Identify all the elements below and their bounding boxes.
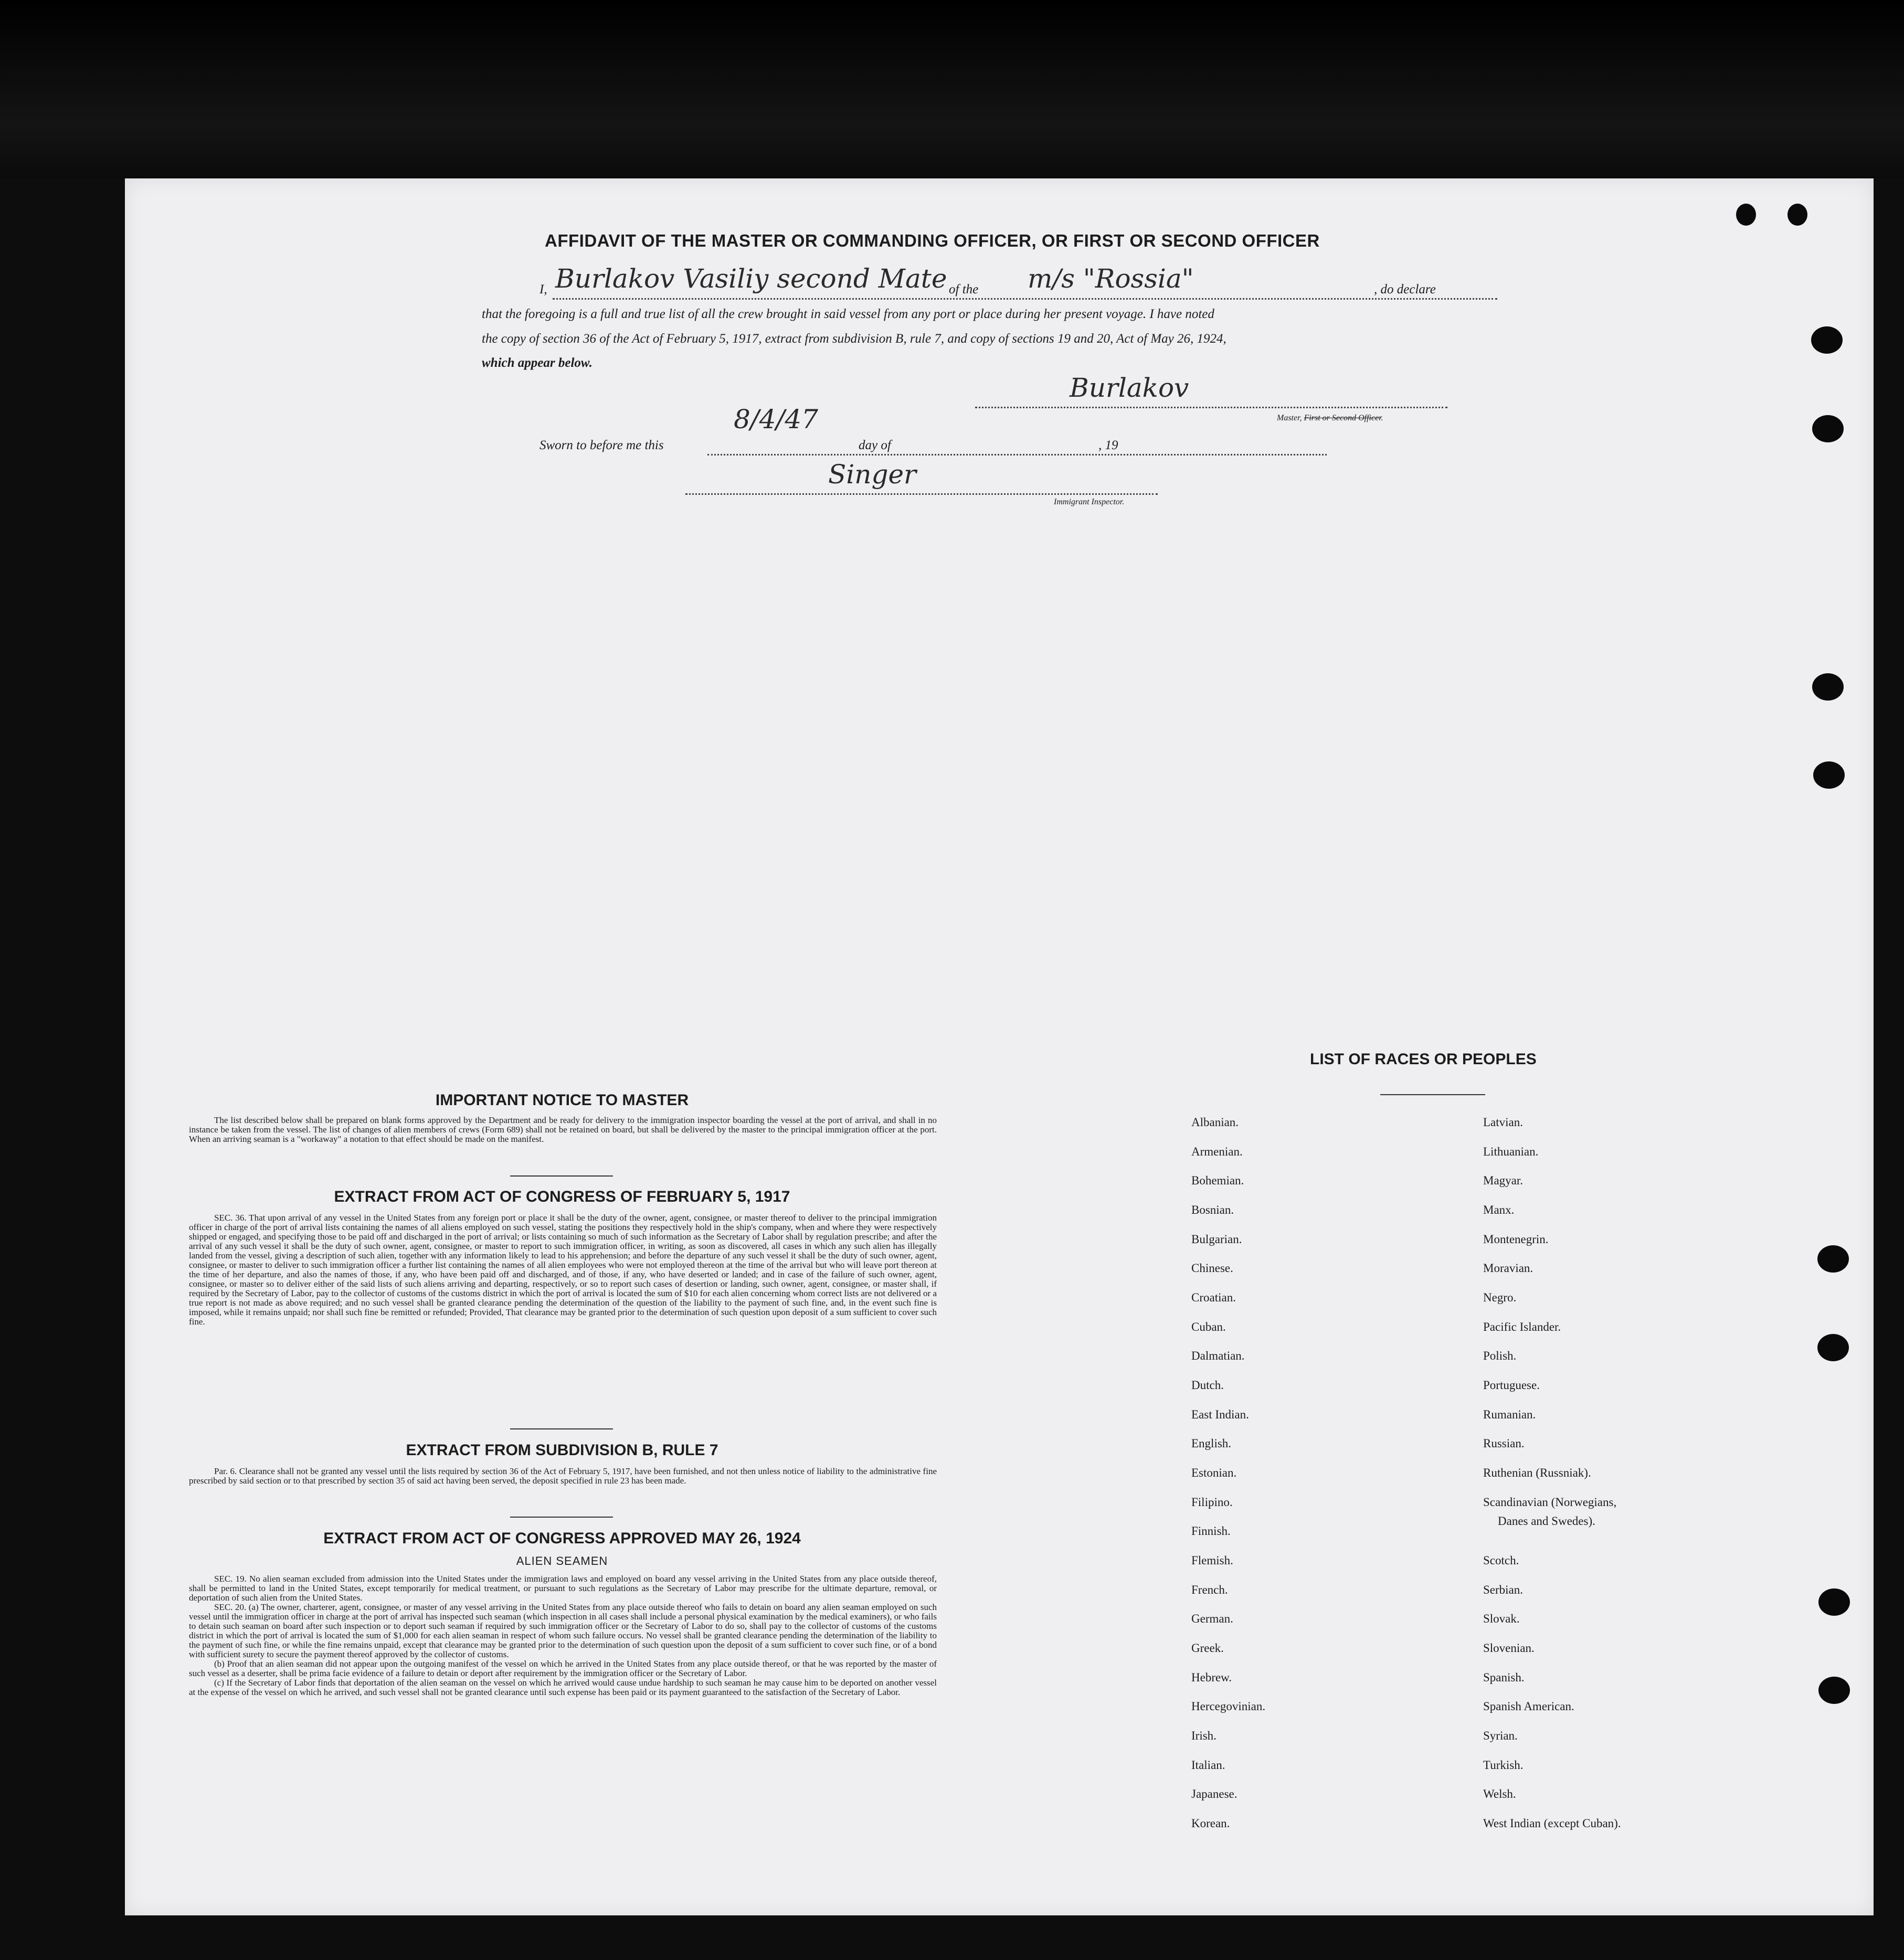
divider xyxy=(510,1175,613,1177)
race-item: Korean. xyxy=(1191,1817,1230,1830)
race-item: Filipino. xyxy=(1191,1496,1233,1509)
race-item: Spanish. xyxy=(1483,1671,1525,1684)
affidavit-line4: which appear below. xyxy=(482,356,593,370)
race-item: German. xyxy=(1191,1612,1233,1625)
extract-1924-title: EXTRACT FROM ACT OF CONGRESS APPROVED MAY 26, 1924 xyxy=(323,1530,801,1547)
punch-hole xyxy=(1813,761,1845,789)
race-item: Latvian. xyxy=(1483,1116,1523,1129)
sworn-dotted-line xyxy=(707,454,1327,455)
inspector-signature: Singer xyxy=(828,459,916,490)
inspector-signature-line xyxy=(685,493,1158,495)
race-item: Scandinavian (Norwegians, xyxy=(1483,1496,1617,1509)
race-item: Bohemian. xyxy=(1191,1174,1244,1187)
punch-hole xyxy=(1787,204,1807,226)
extract-1924-text: SEC. 19. No alien seaman excluded from admission into the United States under the immigration laws and employed on board any vessel arriving in the United States from any place outside thereof, shall be permitted to land in the United States, except temporarily for medical treatment, or pursuant to such regulations as the Secretary of Labor may prescribe for the ultimate departure, removal, or deportation of such alien from the United States. SEC. 20. (a) The owner, charterer, agent, consignee, or master of any vessel arriving in the United States from any place outside thereof who fails to detain on board any alien seaman employed on such vessel until the immigration officer in charge at the port of arrival has inspected such seaman (which inspection in all cases shall include a personal physical examination by the medical examiners), or who fails to detain such seaman on board after such inspection or to deport such seaman if required by such immigration officer or the Secretary of Labor to do so, shall pay to the collector of customs of the customs district in which the port of arrival is located the sum of $1,000 for each alien seaman in respect of whom such failure occurs. No vessel shall be granted clearance pending the determination of the liability to the payment of such fine, or while the fine remains unpaid, except that clearance may be granted prior to the determination of such question upon the deposit of a sum sufficient to cover such fine, or of a bond with sufficient surety to secure the payment thereof approved by the collector of customs. (b) Proof that an alien seaman did not appear upon the outgoing manifest of the vessel on which he arrived in the United States from any place outside thereof, or that he was reported by the master of such vessel as a deserter, shall be prima facie evidence of a failure to detain or deport after requirement by the immigration officer or the Secretary of Labor. (c) If the Secretary of Labor finds that deportation of the alien seaman on the vessel on which he arrived would cause undue hardship to such seaman he may cause him to be deported on another vessel at the expense of the vessel on which he arrived, and such vessel shall not be granted clearance until such expense has been paid or its payment guaranteed to the satisfaction of the Secretary of Labor. xyxy=(189,1574,937,1697)
extract-1917-text: SEC. 36. That upon arrival of any vessel in the United States from any foreign port or place it shall be the duty of the owner, agent, consignee, or master thereof to deliver to the principal immigration officer in charge of the port of arrival lists containing the names of all aliens employed on such vessel, stating the positions they respectively hold in the ship's company, when and where they were respectively shipped or engaged, and specifying those to be paid off and discharged in the port of arrival; or lists containing so much of such information as the Secretary of Labor shall by regulation prescribe; and after the arrival of any such vessel it shall be the duty of such owner, agent, consignee, or master to report to such immigration officer, in writing, as soon as discovered, all cases in which any such alien has illegally landed from the vessel, giving a description of such alien, together with any information likely to lead to his apprehension; and before the departure of any such vessel it shall be the duty of such owner, agent, consignee, or master to deliver to such immigration officer a further list containing the names of all alien employees who were not employed thereon at the time of the arrival but who will leave port thereon at the time of her departure, and also the names of those, if any, who have been paid off and discharged, and of those, if any, who have deserted or landed; and in case of the failure of such owner, agent, consignee, or master so to deliver either of the said lists of such aliens arriving and departing, respectively, or so to report such cases of desertion or landing, such owner, agent, consignee, or master shall, if required by the Secretary of Labor, pay to the collector of customs of the customs district in which the port of arrival is located the sum of $10 for each alien concerning whom correct lists are not delivered or a true report is not made as above required; and no such vessel shall be granted clearance pending the determination of the question of the liability to the payment of such fine, and, in the event such fine is imposed, while it remains unpaid; nor shall such fine be remitted or refunded; Provided, That clearance may be granted prior to the determination of such question upon deposit of a sum sufficient to cover such fine. xyxy=(189,1213,937,1327)
affidavit-line3: the copy of section 36 of the Act of February 5, 1917, extract from subdivision B, rule 7, and copy of sections 19 and 20, Act of May 26, 1924, xyxy=(482,332,1226,346)
race-item-continuation: Danes and Swedes). xyxy=(1498,1514,1595,1528)
sworn-year: , 19 xyxy=(1098,438,1118,452)
extract-rule7-text: Par. 6. Clearance shall not be granted any vessel until the lists required by section 36 of the Act of February 5, 1917, have been furnished, and not then unless notice of liability to the administrative fine prescribed by said section or to that prescribed by section 35 of said act having been served, the deposit specified in rule 23 has been made. xyxy=(189,1466,937,1486)
race-item: Albanian. xyxy=(1191,1116,1239,1129)
alien-seamen-subtitle: ALIEN SEAMEN xyxy=(516,1554,608,1567)
extract-1917-title: EXTRACT FROM ACT OF CONGRESS OF FEBRUARY 5, 1917 xyxy=(334,1188,790,1205)
race-item: Syrian. xyxy=(1483,1729,1518,1742)
notice-title: IMPORTANT NOTICE TO MASTER xyxy=(435,1092,689,1109)
document-page xyxy=(125,178,1874,1915)
notice-text: The list described below shall be prepared on blank forms approved by the Department and be ready for delivery to the immigration inspector boarding the vessel at the port of arrival, and shall in no instance be taken from the vessel. The list of changes of alien members of crews (Form 689) shall not be retained on board, but shall be delivered by the master to the principal immigration officer at the port. When an arriving seaman is a "workaway" a notation to that effect should be made on the manifest. xyxy=(189,1115,937,1144)
race-item: Italian. xyxy=(1191,1758,1225,1772)
affidavit-of-the: of the xyxy=(949,282,979,296)
name-dotted-line xyxy=(553,298,1497,300)
handwritten-sworn-date: 8/4/47 xyxy=(734,404,818,435)
race-item: Scotch. xyxy=(1483,1554,1519,1567)
races-title: LIST OF RACES OR PEOPLES xyxy=(1310,1051,1537,1068)
race-item: Polish. xyxy=(1483,1349,1517,1362)
race-item: Rumanian. xyxy=(1483,1408,1536,1421)
inspector-caption: Immigrant Inspector. xyxy=(1054,497,1125,506)
race-item: Hebrew. xyxy=(1191,1671,1232,1684)
sworn-text: Sworn to before me this xyxy=(540,438,664,452)
race-item: Lithuanian. xyxy=(1483,1145,1539,1158)
affidavit-i: I, xyxy=(540,282,547,296)
affidavit-title: AFFIDAVIT OF THE MASTER OR COMMANDING OFFICER, OR FIRST OR SECOND OFFICER xyxy=(545,231,1320,250)
punch-hole xyxy=(1817,1334,1849,1361)
race-item: Slovenian. xyxy=(1483,1641,1535,1655)
extract-rule7-title: EXTRACT FROM SUBDIVISION B, RULE 7 xyxy=(406,1442,718,1459)
race-item: East Indian. xyxy=(1191,1408,1249,1421)
punch-hole xyxy=(1736,204,1756,226)
race-item: Flemish. xyxy=(1191,1554,1233,1567)
race-item: Cuban. xyxy=(1191,1320,1226,1333)
punch-hole xyxy=(1812,673,1844,701)
race-item: Slovak. xyxy=(1483,1612,1520,1625)
race-item: Turkish. xyxy=(1483,1758,1524,1772)
race-item: Bosnian. xyxy=(1191,1203,1234,1216)
handwritten-vessel-name: m/s "Rossia" xyxy=(1028,263,1194,294)
punch-hole xyxy=(1812,415,1844,442)
race-item: West Indian (except Cuban). xyxy=(1483,1817,1621,1830)
race-item: Irish. xyxy=(1191,1729,1217,1742)
race-item: Ruthenian (Russniak). xyxy=(1483,1466,1591,1479)
race-item: Welsh. xyxy=(1483,1787,1516,1800)
master-signature-line xyxy=(975,407,1447,408)
scanner-frame xyxy=(0,0,1904,178)
race-item: Portuguese. xyxy=(1483,1379,1540,1392)
race-item: Dalmatian. xyxy=(1191,1349,1245,1362)
race-item: Dutch. xyxy=(1191,1379,1224,1392)
race-item: French. xyxy=(1191,1583,1228,1596)
affidavit-declare: , do declare xyxy=(1374,282,1436,296)
punch-hole xyxy=(1818,1677,1850,1704)
divider xyxy=(1380,1094,1485,1095)
race-item: Magyar. xyxy=(1483,1174,1524,1187)
sworn-day-of: day of xyxy=(859,438,891,452)
affidavit-line2: that the foregoing is a full and true list of all the crew brought in said vessel from any port or place during her present voyage. I have noted xyxy=(482,307,1214,321)
race-item: Moravian. xyxy=(1483,1262,1533,1275)
race-item: Negro. xyxy=(1483,1291,1517,1304)
race-item: Chinese. xyxy=(1191,1262,1233,1275)
race-item: Greek. xyxy=(1191,1641,1224,1655)
punch-hole xyxy=(1817,1245,1849,1273)
race-item: Finnish. xyxy=(1191,1524,1231,1538)
race-item: Russian. xyxy=(1483,1437,1525,1450)
race-item: Estonian. xyxy=(1191,1466,1237,1479)
race-item: English. xyxy=(1191,1437,1232,1450)
race-item: Armenian. xyxy=(1191,1145,1243,1158)
race-item: Croatian. xyxy=(1191,1291,1236,1304)
divider xyxy=(510,1517,613,1518)
signature-caption: Master, First or Second Officer. xyxy=(1277,414,1383,422)
race-item: Pacific Islander. xyxy=(1483,1320,1561,1333)
divider xyxy=(510,1428,613,1429)
race-item: Manx. xyxy=(1483,1203,1515,1216)
punch-hole xyxy=(1818,1588,1850,1616)
race-item: Japanese. xyxy=(1191,1787,1237,1800)
race-item: Hercegovinian. xyxy=(1191,1700,1266,1713)
race-item: Montenegrin. xyxy=(1483,1233,1549,1246)
punch-hole xyxy=(1811,326,1843,354)
master-signature: Burlakov xyxy=(1070,373,1189,403)
race-item: Spanish American. xyxy=(1483,1700,1574,1713)
race-item: Serbian. xyxy=(1483,1583,1524,1596)
race-item: Bulgarian. xyxy=(1191,1233,1242,1246)
handwritten-officer-name: Burlakov Vasiliy second Mate xyxy=(555,263,947,294)
